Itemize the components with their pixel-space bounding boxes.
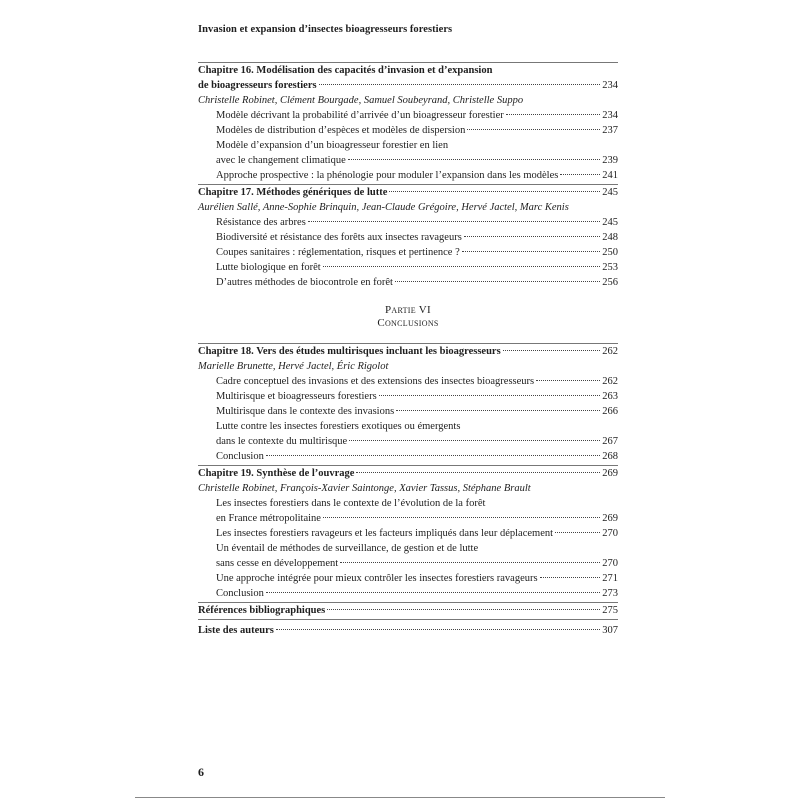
dot-leader [396,410,600,411]
section-page: 268 [602,451,618,462]
section-page: 250 [602,247,618,258]
toc-entry-chapter-18[interactable] [198,344,618,359]
toc-entry-16-4[interactable] [198,168,618,183]
section-title: Une approche intégrée pour mieux contrôler les insectes forestiers ravageurs [216,573,538,584]
toc-entry-17-5[interactable] [198,275,618,290]
toc-entry-16-3[interactable] [198,153,618,168]
dot-leader [379,395,601,396]
chapter-18-authors: Marielle Brunette, Hervé Jactel, Éric Rigolot [198,361,389,372]
toc-entry-18-2[interactable] [198,389,618,404]
section-title: D’autres méthodes de biocontrole en forêt [216,277,393,288]
section-title: Multirisque et bioagresseurs forestiers [216,391,377,402]
running-head: Invasion et expansion d’insectes bioagresseurs forestiers [198,24,453,35]
dot-leader [323,517,600,518]
section-title-line1: Les insectes forestiers dans le contexte de l’évolution de la forêt [216,498,486,509]
dot-leader [266,592,600,593]
toc-entry-16-1[interactable] [198,108,618,123]
dot-leader [467,129,600,130]
toc-entry-17-2[interactable] [198,230,618,245]
chapter-16-title-line2: de bioagresseurs forestiers [198,80,317,91]
toc-entry-19-1[interactable] [198,511,618,526]
section-title: Les insectes forestiers ravageurs et les facteurs impliqués dans leur déplacement [216,528,554,539]
chapter-19-page: 269 [602,468,618,479]
section-page: 248 [602,232,618,243]
section-title: Coupes sanitaires : réglementation, risques et pertinence ? [216,247,460,258]
toc-entry-chapter-19[interactable] [198,466,618,481]
toc-block-part-vi [198,342,618,638]
chapter-17-authors: Aurélien Sallé, Anne-Sophie Brinquin, Jean-Claude Grégoire, Hervé Jactel, Marc Kenis [198,202,569,213]
section-title: en France métropolitaine [216,513,321,524]
dot-leader [266,455,600,456]
section-title: Modèles de distribution d’espèces et modèles de dispersion [216,125,466,136]
section-title: Biodiversité et résistance des forêts aux insectes ravageurs [216,232,462,243]
chapter-rule [198,619,618,620]
section-title: Conclusion [216,451,264,462]
section-page: 256 [602,277,618,288]
dot-leader [327,609,600,610]
toc-entry-17-4[interactable] [198,260,618,275]
dot-leader [540,577,601,578]
section-title: Résistance des arbres [216,217,306,228]
toc-entry-18-3[interactable] [198,404,618,419]
references-title: Références bibliographiques [198,605,326,616]
section-title: Multirisque dans le contexte des invasions [216,406,395,417]
chapter-18-title: Chapitre 18. Vers des études multirisques incluant les bioagresseurs [198,346,501,357]
dot-leader [323,266,601,267]
dot-leader [389,191,600,192]
chapter-16-page: 234 [602,80,618,91]
bottom-edge-rule [135,797,665,798]
toc-entry-19-3[interactable] [198,556,618,571]
dot-leader [340,562,600,563]
section-page: 266 [602,406,618,417]
toc-entry-16-2[interactable] [198,123,618,138]
dot-leader [348,159,601,160]
toc-entry-19-4[interactable] [198,571,618,586]
section-page: 262 [602,376,618,387]
chapter-16-title-line1: Chapitre 16. Modélisation des capacités d’invasion et d’expansion [198,65,493,76]
chapter-18-page: 262 [602,346,618,357]
toc-entry-18-1[interactable] [198,374,618,389]
authors-list-page: 307 [602,625,618,636]
toc-entry-17-1[interactable] [198,215,618,230]
section-page: 237 [602,125,618,136]
toc-entry-chapter-17[interactable] [198,185,618,200]
dot-leader [356,472,600,473]
section-page: 267 [602,436,618,447]
section-title: Cadre conceptuel des invasions et des extensions des insectes bioagresseurs [216,376,535,387]
section-page: 270 [602,528,618,539]
section-page: 270 [602,558,618,569]
toc-entry-19-5[interactable] [198,586,618,601]
section-title: dans le contexte du multirisque [216,436,348,447]
section-page: 273 [602,588,618,599]
dot-leader [308,221,600,222]
section-title-line1: Modèle d’expansion d’un bioagresseur forestier en lien [216,140,449,151]
dot-leader [319,84,601,85]
chapter-19-title: Chapitre 19. Synthèse de l’ouvrage [198,468,355,479]
section-page: 245 [602,217,618,228]
dot-leader [276,629,600,630]
section-title: Approche prospective : la phénologie pour moduler l’expansion dans les modèles [216,170,559,181]
part-title: Conclusions [377,317,439,329]
toc-entry-chapter-16[interactable] [198,78,618,93]
section-page: 253 [602,262,618,273]
section-title: sans cesse en développement [216,558,339,569]
section-title: avec le changement climatique [216,155,346,166]
authors-list-title: Liste des auteurs [198,625,274,636]
section-title-line1: Un éventail de méthodes de surveillance, de gestion et de lutte [216,543,479,554]
section-page: 234 [602,110,618,121]
part-number: Partie VI [384,304,432,316]
toc-block-part-v [198,61,618,290]
section-page: 263 [602,391,618,402]
dot-leader [464,236,600,237]
dot-leader [395,281,600,282]
dot-leader [536,380,600,381]
section-page: 239 [602,155,618,166]
chapter-16-authors: Christelle Robinet, Clément Bourgade, Samuel Soubeyrand, Christelle Suppo [198,95,524,106]
section-title: Conclusion [216,588,264,599]
dot-leader [462,251,600,252]
toc-entry-references[interactable] [198,603,618,618]
page-number: 6 [198,765,204,779]
toc-entry-18-4[interactable] [198,434,618,449]
dot-leader [560,174,600,175]
dot-leader [555,532,600,533]
references-page: 275 [602,605,618,616]
dot-leader [349,440,600,441]
section-page: 269 [602,513,618,524]
section-title-line1: Lutte contre les insectes forestiers exotiques ou émergents [216,421,461,432]
toc-entry-18-5[interactable] [198,449,618,464]
chapter-19-authors: Christelle Robinet, François-Xavier Saintonge, Xavier Tassus, Stéphane Brault [198,483,531,494]
dot-leader [506,114,600,115]
chapter-17-title: Chapitre 17. Méthodes génériques de lutte [198,187,388,198]
chapter-17-page: 245 [602,187,618,198]
toc-entry-19-2[interactable] [198,526,618,541]
section-title: Modèle décrivant la probabilité d’arrivée d’un bioagresseur forestier [216,110,504,121]
part-heading [198,304,618,330]
section-page: 271 [602,573,618,584]
toc-entry-17-3[interactable] [198,245,618,260]
section-title: Lutte biologique en forêt [216,262,321,273]
dot-leader [503,350,601,351]
toc-entry-authors-list[interactable] [198,623,618,638]
section-page: 241 [602,170,618,181]
